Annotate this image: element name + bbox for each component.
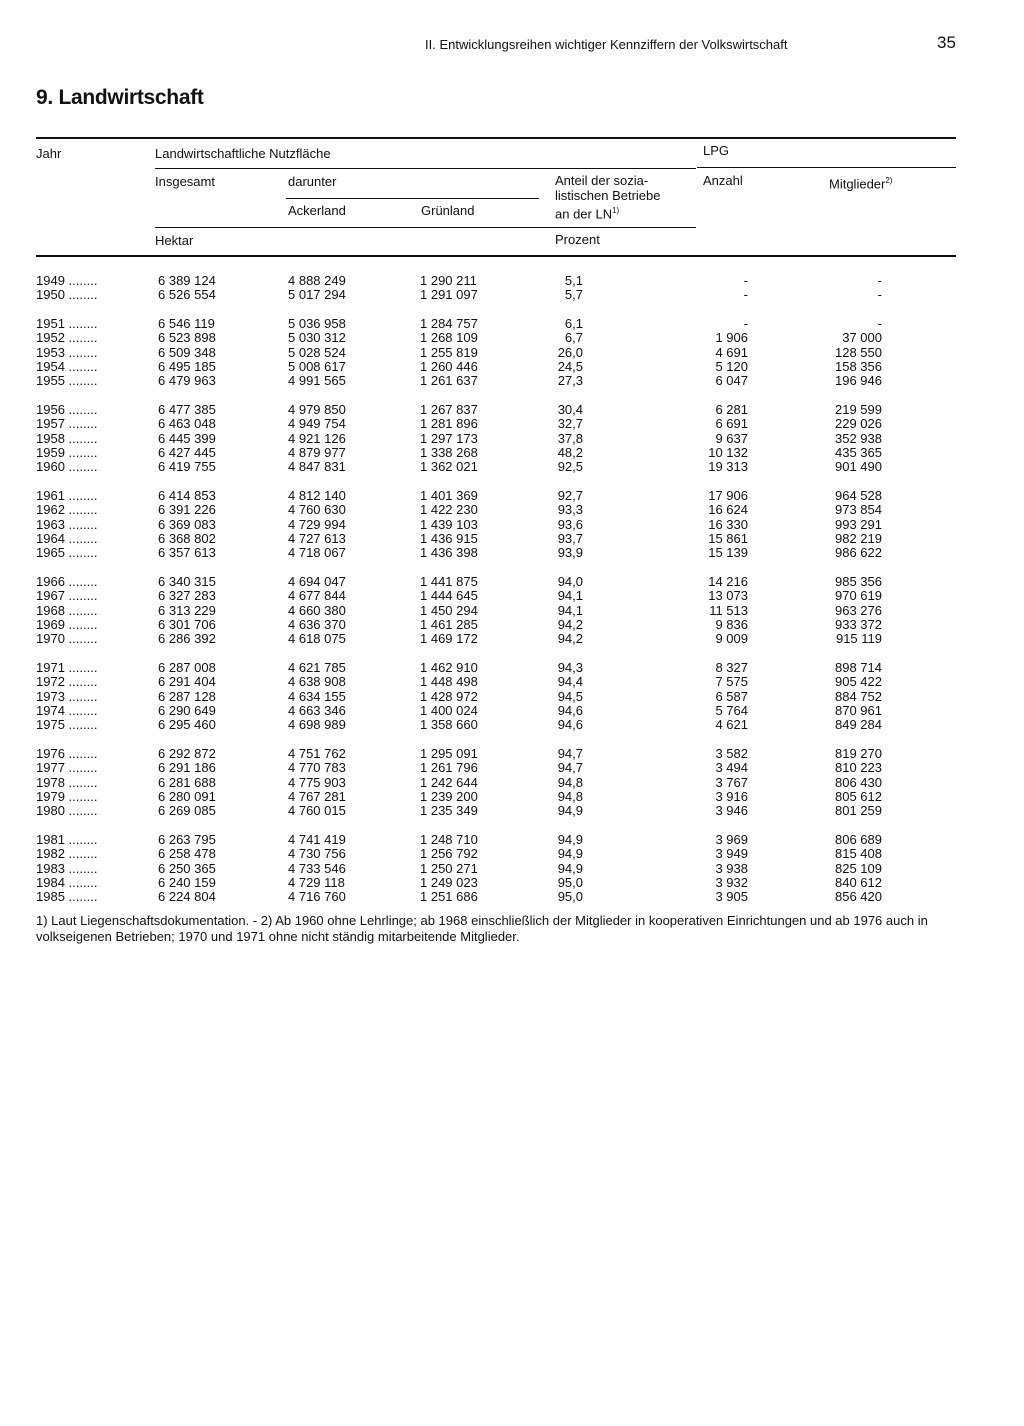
cell-mitglieder: 993 291	[835, 516, 882, 532]
cell-anzahl: 3 946	[715, 803, 748, 819]
cell-ackerland: 4 634 155	[288, 688, 346, 704]
cell-mitglieder: 352 938	[835, 430, 882, 446]
cell-ackerland: 4 767 281	[288, 789, 346, 804]
cell-anzahl: 16 330	[708, 516, 748, 532]
header-anteil-line1: Anteil der sozia-	[555, 173, 649, 188]
cell-anzahl: 3 582	[715, 745, 748, 761]
cell-ackerland: 4 979 850	[288, 401, 346, 417]
cell-ackerland: 4 879 977	[288, 445, 346, 460]
cell-ackerland: 4 760 630	[288, 502, 346, 518]
cell-anzahl: 6 047	[715, 373, 748, 389]
cell-gruenland: 1 338 268	[420, 445, 478, 460]
cell-year: 1985 ........	[36, 889, 98, 905]
cell-ackerland: 4 888 249	[288, 273, 346, 288]
cell-anteil: 26,0	[557, 344, 583, 360]
cell-mitglieder: 856 420	[835, 889, 882, 905]
cell-gruenland: 1 284 757	[420, 315, 478, 331]
cell-insgesamt: 6 463 048	[158, 416, 216, 432]
cell-anteil: 5,7	[564, 287, 583, 303]
cell-ackerland: 4 775 903	[288, 774, 346, 790]
cell-ackerland: 4 729 994	[288, 516, 346, 532]
cell-gruenland: 1 260 446	[420, 359, 478, 374]
cell-anteil: 94,5	[557, 688, 583, 704]
cell-gruenland: 1 256 792	[420, 846, 478, 862]
cell-ackerland: 4 694 047	[288, 573, 346, 589]
cell-gruenland: 1 249 023	[420, 875, 478, 890]
cell-anzahl: 4 691	[715, 344, 748, 360]
header-anteil-line3-text: an der LN	[555, 206, 613, 222]
cell-insgesamt: 6 287 128	[158, 688, 216, 704]
cell-year: 1961 ........	[36, 487, 98, 503]
cell-year: 1962 ........	[36, 502, 98, 518]
unit-prozent: Prozent	[555, 232, 600, 247]
cell-anzahl: 14 216	[708, 573, 748, 589]
cell-mitglieder: 815 408	[835, 846, 882, 862]
cell-ackerland: 4 751 762	[288, 745, 346, 761]
cell-insgesamt: 6 419 755	[158, 459, 216, 475]
cell-anteil: 37,8	[557, 430, 583, 446]
cell-insgesamt: 6 313 229	[158, 602, 216, 618]
footnote-marker-2: 2)	[885, 176, 893, 185]
cell-anzahl: 17 906	[708, 487, 748, 503]
cell-insgesamt: 6 369 083	[158, 516, 216, 532]
cell-gruenland: 1 297 173	[420, 430, 478, 446]
cell-year: 1958 ........	[36, 430, 98, 446]
cell-ackerland: 4 677 844	[288, 588, 346, 604]
cell-gruenland: 1 436 915	[420, 531, 478, 546]
cell-anzahl: 3 905	[715, 889, 748, 905]
header-mitglieder-text: Mitglieder	[829, 176, 886, 192]
cell-insgesamt: 6 479 963	[158, 373, 216, 389]
cell-anzahl: 8 327	[715, 659, 748, 675]
cell-anzahl: 6 281	[715, 401, 748, 417]
cell-gruenland: 1 450 294	[420, 602, 478, 618]
cell-mitglieder: 973 854	[835, 502, 882, 518]
header-nutzflaeche: Landwirtschaftliche Nutzfläche	[155, 146, 331, 161]
cell-ackerland: 4 618 075	[288, 631, 346, 647]
cell-anzahl: 3 949	[715, 846, 748, 862]
cell-insgesamt: 6 286 392	[158, 631, 216, 647]
cell-ackerland: 4 621 785	[288, 659, 346, 675]
cell-mitglieder: 840 612	[835, 875, 882, 890]
cell-ackerland: 4 949 754	[288, 416, 346, 432]
cell-anzahl: 11 513	[709, 602, 748, 618]
cell-ackerland: 4 729 118	[288, 875, 345, 890]
cell-mitglieder: 810 223	[835, 760, 882, 776]
header-ackerland: Ackerland	[288, 203, 346, 218]
cell-mitglieder: 219 599	[835, 401, 882, 417]
header-gruenland: Grünland	[421, 203, 475, 218]
cell-anzahl: 16 624	[708, 502, 748, 518]
cell-insgesamt: 6 295 460	[158, 717, 216, 733]
cell-year: 1965 ........	[36, 545, 98, 561]
cell-anzahl: 3 494	[715, 760, 748, 776]
cell-anzahl: 7 575	[715, 674, 748, 690]
cell-year: 1976 ........	[36, 745, 98, 761]
cell-insgesamt: 6 291 404	[158, 674, 216, 690]
cell-anzahl: 9 637	[715, 430, 748, 446]
cell-gruenland: 1 461 285	[420, 617, 478, 632]
cell-ackerland: 4 991 565	[288, 373, 346, 389]
cell-mitglieder: 905 422	[835, 674, 882, 690]
cell-gruenland: 1 422 230	[420, 502, 478, 518]
cell-anteil: 94,6	[557, 717, 583, 733]
cell-gruenland: 1 291 097	[420, 287, 478, 303]
cell-anteil: 94,9	[557, 846, 583, 862]
cell-ackerland: 4 730 756	[288, 846, 346, 862]
cell-anzahl: 3 916	[715, 789, 748, 804]
cell-insgesamt: 6 546 119	[158, 315, 215, 331]
cell-anteil: 94,9	[557, 860, 583, 876]
cell-mitglieder: 158 356	[835, 359, 882, 374]
cell-anzahl: 3 932	[715, 875, 748, 890]
cell-ackerland: 4 727 613	[288, 531, 346, 546]
cell-anzahl: 6 691	[715, 416, 748, 432]
cell-mitglieder: 884 752	[835, 688, 882, 704]
cell-year: 1982 ........	[36, 846, 98, 862]
cell-anteil: 6,7	[564, 330, 583, 346]
running-head: II. Entwicklungsreihen wichtiger Kennziffern der Volkswirtschaft	[425, 37, 788, 52]
cell-year: 1973 ........	[36, 688, 98, 704]
cell-gruenland: 1 239 200	[420, 789, 478, 804]
cell-ackerland: 5 036 958	[288, 315, 346, 331]
cell-anzahl: 9 009	[715, 631, 748, 647]
cell-year: 1956 ........	[36, 401, 98, 417]
cell-anteil: 94,8	[557, 774, 583, 790]
cell-gruenland: 1 261 637	[420, 373, 478, 389]
cell-anteil: 30,4	[557, 401, 583, 417]
cell-ackerland: 4 741 419	[288, 831, 346, 847]
cell-insgesamt: 6 240 159	[158, 875, 216, 890]
cell-year: 1963 ........	[36, 516, 98, 532]
cell-mitglieder: 985 356	[835, 573, 882, 589]
cell-anzahl: 1 906	[715, 330, 748, 346]
cell-year: 1955 ........	[36, 373, 98, 389]
cell-anteil: 32,7	[557, 416, 583, 432]
cell-insgesamt: 6 445 399	[158, 430, 216, 446]
cell-gruenland: 1 462 910	[420, 659, 478, 675]
cell-anzahl: 3 938	[715, 860, 748, 876]
cell-mitglieder: 825 109	[835, 860, 882, 876]
cell-anteil: 94,1	[557, 602, 583, 618]
page-number: 35	[937, 33, 956, 52]
cell-year: 1950 ........	[36, 287, 98, 303]
cell-insgesamt: 6 281 688	[158, 774, 216, 790]
cell-year: 1952 ........	[36, 330, 98, 346]
cell-mitglieder: 933 372	[835, 617, 882, 632]
cell-gruenland: 1 400 024	[420, 703, 478, 718]
cell-mitglieder: 915 119	[835, 631, 882, 647]
cell-insgesamt: 6 287 008	[158, 659, 216, 675]
cell-gruenland: 1 358 660	[420, 717, 478, 733]
footnote: 1) Laut Liegenschaftsdokumentation. - 2) Ab 1960 ohne Lehrlinge; ab 1968 einschließlich der Mitglieder in kooperativen Einrichtungen und ab 1976 auch in volkseigenen Betrieben; 1970 und 1971 ohne nicht ständig mitarbeitende Mitglieder.	[36, 913, 928, 944]
cell-anzahl: 5 120	[715, 359, 748, 374]
cell-year: 1957 ........	[36, 416, 98, 432]
cell-insgesamt: 6 280 091	[158, 789, 216, 804]
cell-mitglieder: 819 270	[835, 745, 882, 761]
cell-anteil: 94,3	[557, 659, 583, 675]
cell-anzahl: 10 132	[708, 445, 748, 460]
cell-mitglieder: -	[877, 315, 882, 331]
cell-insgesamt: 6 250 365	[158, 860, 216, 876]
cell-gruenland: 1 444 645	[420, 588, 478, 604]
cell-mitglieder: 128 550	[835, 344, 882, 360]
cell-anteil: 94,1	[557, 588, 583, 604]
cell-gruenland: 1 401 369	[420, 487, 478, 503]
cell-gruenland: 1 250 271	[420, 860, 478, 876]
cell-year: 1966 ........	[36, 573, 98, 589]
cell-year: 1980 ........	[36, 803, 98, 819]
cell-mitglieder: 898 714	[835, 659, 882, 675]
cell-anzahl: 6 587	[715, 688, 748, 704]
cell-mitglieder: 801 259	[835, 803, 882, 819]
cell-insgesamt: 6 340 315	[158, 573, 216, 589]
cell-mitglieder: 901 490	[835, 459, 882, 475]
cell-insgesamt: 6 258 478	[158, 846, 216, 862]
cell-mitglieder: 964 528	[835, 487, 882, 503]
cell-year: 1975 ........	[36, 717, 98, 733]
cell-year: 1970 ........	[36, 631, 98, 647]
cell-year: 1979 ........	[36, 789, 98, 804]
cell-insgesamt: 6 368 802	[158, 531, 216, 546]
cell-insgesamt: 6 427 445	[158, 445, 216, 460]
cell-insgesamt: 6 290 649	[158, 703, 216, 718]
cell-anteil: 24,5	[557, 359, 583, 374]
cell-gruenland: 1 248 710	[420, 831, 478, 847]
cell-ackerland: 4 660 380	[288, 602, 346, 618]
cell-insgesamt: 6 526 554	[158, 287, 216, 303]
cell-year: 1967 ........	[36, 588, 98, 604]
cell-ackerland: 5 030 312	[288, 330, 346, 346]
cell-anteil: 94,2	[557, 617, 583, 632]
cell-mitglieder: 806 430	[835, 774, 882, 790]
cell-insgesamt: 6 292 872	[158, 745, 216, 761]
section-title: 9. Landwirtschaft	[36, 86, 204, 109]
cell-ackerland: 4 698 989	[288, 717, 346, 733]
cell-anteil: 94,7	[557, 760, 583, 776]
cell-mitglieder: -	[877, 273, 882, 288]
cell-insgesamt: 6 357 613	[158, 545, 216, 561]
cell-anteil: 94,0	[557, 573, 583, 589]
cell-anteil: 94,8	[557, 789, 583, 804]
cell-year: 1983 ........	[36, 860, 98, 876]
cell-gruenland: 1 441 875	[420, 573, 478, 589]
cell-mitglieder: 870 961	[835, 703, 882, 718]
cell-anzahl: -	[743, 273, 748, 288]
cell-ackerland: 5 028 524	[288, 344, 346, 360]
cell-ackerland: 4 760 015	[288, 803, 346, 819]
cell-anzahl: 3 767	[715, 774, 748, 790]
cell-anzahl: 15 139	[708, 545, 748, 561]
cell-anteil: 93,6	[557, 516, 583, 532]
cell-anteil: 27,3	[557, 373, 583, 389]
cell-anzahl: 9 836	[715, 617, 748, 632]
header-insgesamt: Insgesamt	[155, 174, 215, 189]
cell-gruenland: 1 436 398	[420, 545, 478, 561]
cell-ackerland: 4 847 831	[288, 459, 346, 475]
cell-year: 1968 ........	[36, 602, 98, 618]
cell-gruenland: 1 290 211	[420, 273, 477, 288]
cell-insgesamt: 6 327 283	[158, 588, 216, 604]
cell-insgesamt: 6 414 853	[158, 487, 216, 503]
cell-mitglieder: 37 000	[842, 330, 882, 346]
cell-anteil: 93,3	[557, 502, 583, 518]
footnote-marker-1: 1)	[612, 206, 620, 215]
cell-anteil: 94,6	[557, 703, 583, 718]
cell-anteil: 95,0	[557, 889, 583, 905]
cell-mitglieder: 970 619	[835, 588, 882, 604]
cell-anteil: 5,1	[564, 273, 583, 288]
cell-anteil: 92,7	[557, 487, 583, 503]
cell-anzahl: -	[743, 315, 748, 331]
cell-year: 1978 ........	[36, 774, 98, 790]
cell-gruenland: 1 469 172	[420, 631, 478, 647]
cell-year: 1951 ........	[36, 315, 98, 331]
cell-gruenland: 1 251 686	[420, 889, 478, 905]
cell-year: 1969 ........	[36, 617, 98, 632]
cell-insgesamt: 6 389 124	[158, 273, 216, 288]
cell-year: 1981 ........	[36, 831, 98, 847]
cell-year: 1960 ........	[36, 459, 98, 475]
cell-insgesamt: 6 301 706	[158, 617, 216, 632]
cell-anzahl: 4 621	[715, 717, 748, 733]
cell-anzahl: 5 764	[715, 703, 748, 718]
cell-anteil: 6,1	[564, 315, 583, 331]
cell-mitglieder: 435 365	[835, 445, 882, 460]
cell-gruenland: 1 439 103	[420, 516, 478, 532]
cell-ackerland: 5 017 294	[288, 287, 346, 303]
cell-anzahl: 19 313	[708, 459, 748, 475]
cell-ackerland: 4 733 546	[288, 860, 346, 876]
cell-gruenland: 1 261 796	[420, 760, 478, 776]
cell-gruenland: 1 362 021	[420, 459, 478, 475]
header-anzahl: Anzahl	[703, 173, 743, 188]
cell-year: 1954 ........	[36, 359, 98, 374]
cell-anzahl: 13 073	[708, 588, 748, 604]
cell-anzahl: 15 861	[708, 531, 748, 546]
cell-insgesamt: 6 291 186	[158, 760, 216, 776]
cell-year: 1959 ........	[36, 445, 98, 460]
cell-anzahl: 3 969	[715, 831, 748, 847]
cell-anteil: 94,2	[557, 631, 583, 647]
cell-mitglieder: 805 612	[835, 789, 882, 804]
cell-gruenland: 1 255 819	[420, 344, 478, 360]
cell-gruenland: 1 268 109	[420, 330, 478, 346]
cell-ackerland: 4 716 760	[288, 889, 346, 905]
cell-anteil: 94,9	[557, 831, 583, 847]
cell-anteil: 92,5	[557, 459, 583, 475]
cell-gruenland: 1 242 644	[420, 774, 478, 790]
cell-mitglieder: 986 622	[835, 545, 882, 561]
cell-year: 1972 ........	[36, 674, 98, 690]
cell-anteil: 93,7	[557, 531, 583, 546]
cell-anteil: 94,4	[557, 674, 583, 690]
cell-insgesamt: 6 495 185	[158, 359, 216, 374]
cell-year: 1964 ........	[36, 531, 98, 546]
header-anteil-line2: listischen Betriebe	[555, 188, 661, 203]
cell-ackerland: 4 770 783	[288, 760, 346, 776]
cell-anzahl: -	[743, 287, 748, 303]
cell-anteil: 93,9	[557, 545, 583, 561]
cell-gruenland: 1 281 896	[420, 416, 478, 432]
cell-anteil: 48,2	[557, 445, 583, 460]
cell-insgesamt: 6 509 348	[158, 344, 216, 360]
cell-insgesamt: 6 224 804	[158, 889, 216, 905]
cell-year: 1971 ........	[36, 659, 98, 675]
cell-ackerland: 5 008 617	[288, 359, 346, 374]
cell-ackerland: 4 812 140	[288, 487, 346, 503]
cell-mitglieder: 229 026	[835, 416, 882, 432]
cell-mitglieder: -	[877, 287, 882, 303]
cell-ackerland: 4 718 067	[288, 545, 346, 561]
cell-mitglieder: 196 946	[835, 373, 882, 389]
header-darunter: darunter	[288, 174, 337, 189]
cell-insgesamt: 6 477 385	[158, 401, 216, 417]
cell-ackerland: 4 638 908	[288, 674, 346, 690]
cell-year: 1953 ........	[36, 344, 98, 360]
cell-year: 1974 ........	[36, 703, 98, 718]
cell-anteil: 94,7	[557, 745, 583, 761]
cell-gruenland: 1 235 349	[420, 803, 478, 819]
cell-insgesamt: 6 391 226	[158, 502, 216, 518]
cell-ackerland: 4 636 370	[288, 617, 346, 632]
cell-gruenland: 1 428 972	[420, 688, 478, 704]
cell-gruenland: 1 295 091	[420, 745, 478, 761]
header-lpg: LPG	[703, 143, 730, 158]
cell-mitglieder: 963 276	[835, 602, 882, 618]
header-jahr: Jahr	[36, 146, 62, 161]
cell-year: 1984 ........	[36, 875, 98, 890]
cell-mitglieder: 849 284	[835, 717, 882, 733]
cell-insgesamt: 6 523 898	[158, 330, 216, 346]
cell-year: 1949 ........	[36, 273, 98, 288]
cell-year: 1977 ........	[36, 760, 98, 776]
cell-gruenland: 1 448 498	[420, 674, 478, 690]
cell-anteil: 94,9	[557, 803, 583, 819]
cell-anteil: 95,0	[557, 875, 583, 890]
cell-gruenland: 1 267 837	[420, 401, 478, 417]
cell-ackerland: 4 921 126	[288, 430, 346, 446]
cell-mitglieder: 982 219	[835, 531, 882, 546]
cell-ackerland: 4 663 346	[288, 703, 346, 718]
cell-mitglieder: 806 689	[835, 831, 882, 847]
cell-insgesamt: 6 263 795	[158, 831, 216, 847]
cell-insgesamt: 6 269 085	[158, 803, 216, 819]
unit-hektar: Hektar	[155, 233, 194, 248]
